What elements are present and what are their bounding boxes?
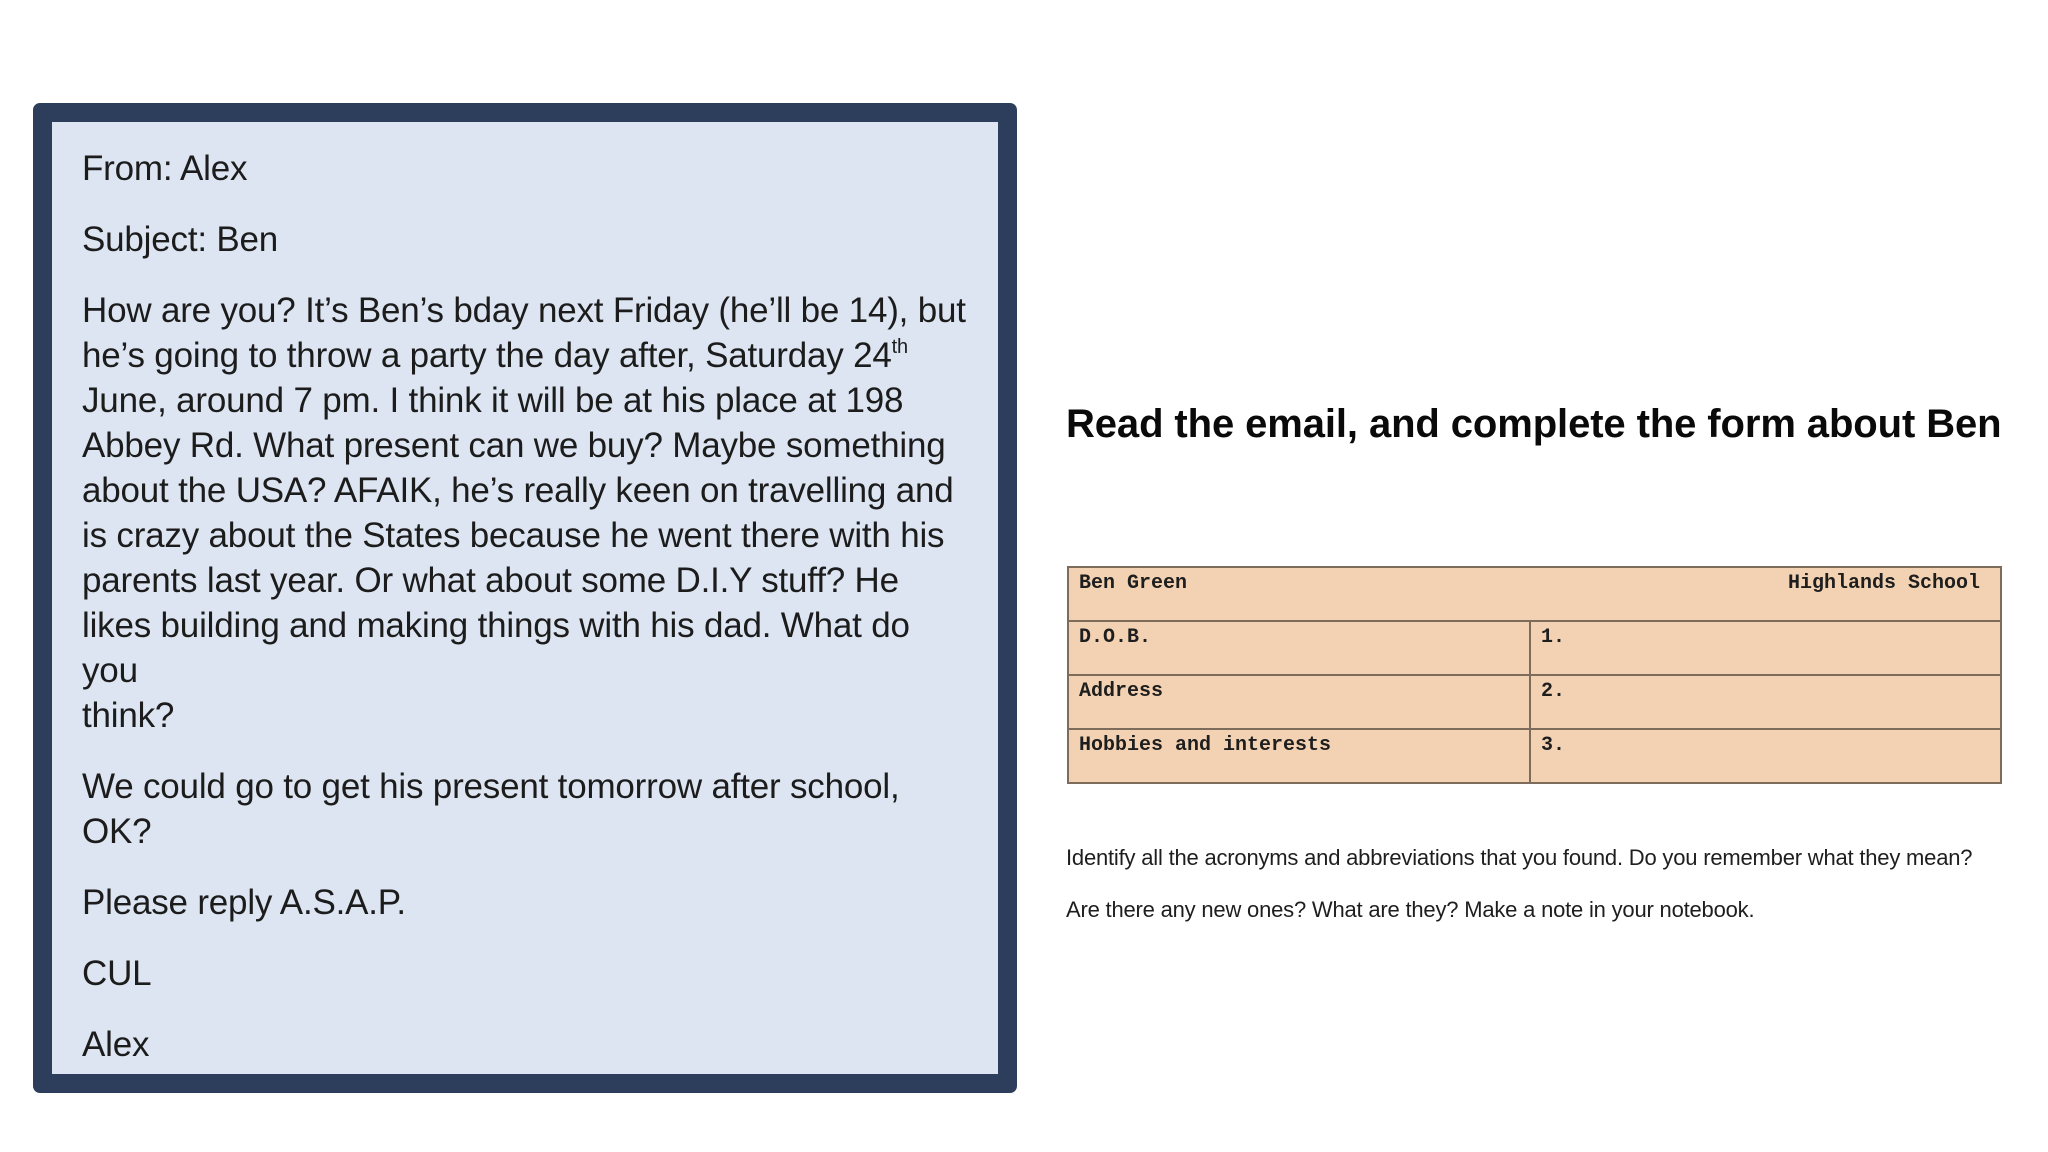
form-label-dob: D.O.B. [1068,621,1530,675]
email-card [33,103,1017,1093]
form-row-hobbies [1068,729,2001,783]
instruction-heading: Read the email, and complete the form about Ben [1066,402,2002,446]
email-body [82,288,970,738]
notes-line-1: Identify all the acronyms and abbreviations that you found. Do you remember what they mean? [1066,845,1973,870]
email-from: From: Alex [82,149,248,188]
form-answer-dob[interactable]: 1. [1530,621,2001,675]
form-student-name: Ben Green [1079,572,1188,595]
email-body-part2: June, around 7 pm. I think it will be at his place at 198 Abbey Rd. What present can we buy? Maybe something about the USA? AFAIK, he’s really keen on travelling and is crazy about the States because he went there with his parents last year. Or what about some D.I.Y stuff? He likes building and making things with his dad. What do you think? [82,381,954,735]
form-row-dob [1068,621,2001,675]
form-header-row [1068,567,2001,621]
email-body-superscript: th [891,336,908,358]
email-signature: Alex [82,1025,150,1064]
form-header-cell [1068,567,2001,621]
notes [1066,845,1972,949]
form-label-address: Address [1068,675,1530,729]
form-label-hobbies: Hobbies and interests [1068,729,1530,783]
email-subject: Subject: Ben [82,220,279,259]
form-row-address [1068,675,2001,729]
ben-form [1067,566,2002,784]
form-answer-address[interactable]: 2. [1530,675,2001,729]
notes-line-2: Are there any new ones? What are they? Make a note in your notebook. [1066,897,1755,922]
form-school-name: Highlands School [1787,572,1980,595]
form-answer-hobbies[interactable]: 3. [1530,729,2001,783]
email-body-part1: How are you? It’s Ben’s bday next Friday (he’ll be 14), but he’s going to throw a party the day after, Saturday 24 [82,291,966,375]
email-signoff: CUL [82,954,152,993]
email-paragraph-3: Please reply A.S.A.P. [82,883,406,922]
email-paragraph-2: We could go to get his present tomorrow after school, OK? [82,767,900,851]
